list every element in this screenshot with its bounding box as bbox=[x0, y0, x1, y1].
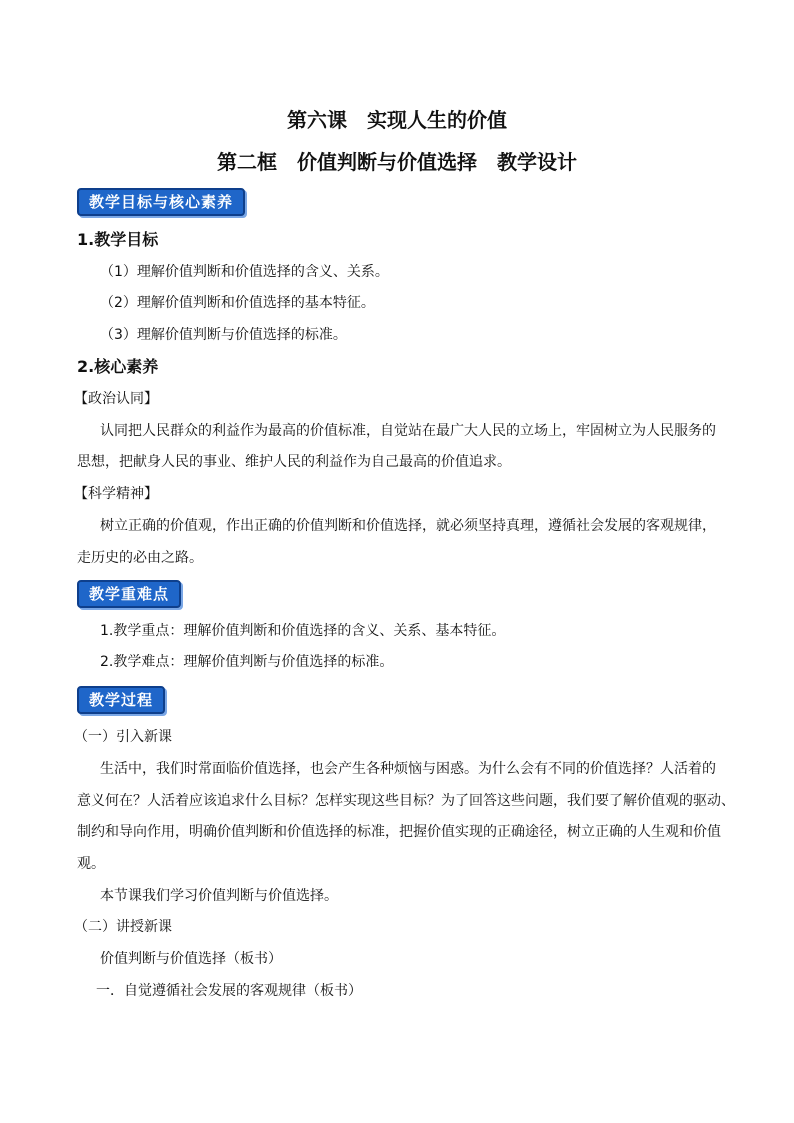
science-text-line1: 树立正确的价值观，作出正确的价值判断和价值选择，就必须坚持真理，遵循社会发展的客观规律， bbox=[100, 518, 716, 534]
political-text-line1: 认同把人民群众的利益作为最高的价值标准，自觉站在最广大人民的立场上，牢固树立为人民服务的 bbox=[100, 423, 716, 439]
intro-text-line1: 生活中，我们时常面临价值选择，也会产生各种烦恼与困惑。为什么会有不同的价值选择？人活着的 bbox=[100, 761, 716, 777]
key-point: 1.教学重点：理解价值判断和价值选择的含义、关系、基本特征。 bbox=[100, 623, 506, 639]
goal-item-2: （2）理解价值判断和价值选择的基本特征。 bbox=[100, 295, 375, 311]
literacy-heading: 2.核心素养 bbox=[77, 357, 159, 376]
board-note-2: 一．自觉遵循社会发展的客观规律（板书） bbox=[96, 983, 362, 999]
lesson-title: 第六课 实现人生的价值 bbox=[287, 108, 507, 132]
intro-text-line2: 意义何在？人活着应该追求什么目标？怎样实现这些目标？为了回答这些问题，我们要了解价值观的驱动、 bbox=[77, 793, 735, 809]
board-note-1: 价值判断与价值选择（板书） bbox=[100, 951, 282, 967]
intro-label: （一）引入新课 bbox=[74, 729, 172, 745]
intro-text-line5: 本节课我们学习价值判断与价值选择。 bbox=[100, 888, 338, 904]
political-text-line2: 思想，把献身人民的事业、维护人民的利益作为自己最高的价值追求。 bbox=[77, 454, 511, 470]
badge-keypoints: 教学重难点 bbox=[77, 580, 181, 608]
goals-heading: 1.教学目标 bbox=[77, 230, 159, 249]
section-title: 第二框 价值判断与价值选择 教学设计 bbox=[217, 150, 577, 174]
science-label: 【科学精神】 bbox=[74, 486, 158, 502]
goal-item-3: （3）理解价值判断与价值选择的标准。 bbox=[100, 327, 347, 343]
political-label: 【政治认同】 bbox=[74, 391, 158, 407]
science-text-line2: 走历史的必由之路。 bbox=[77, 550, 203, 566]
lecture-label: （二）讲授新课 bbox=[74, 919, 172, 935]
badge-goals: 教学目标与核心素养 bbox=[77, 188, 245, 216]
difficult-point: 2.教学难点：理解价值判断与价值选择的标准。 bbox=[100, 654, 394, 670]
intro-text-line4: 观。 bbox=[77, 856, 105, 872]
badge-process: 教学过程 bbox=[77, 686, 165, 714]
intro-text-line3: 制约和导向作用，明确价值判断和价值选择的标准，把握价值实现的正确途径，树立正确的人生观和价值 bbox=[77, 824, 721, 840]
goal-item-1: （1）理解价值判断和价值选择的含义、关系。 bbox=[100, 264, 389, 280]
